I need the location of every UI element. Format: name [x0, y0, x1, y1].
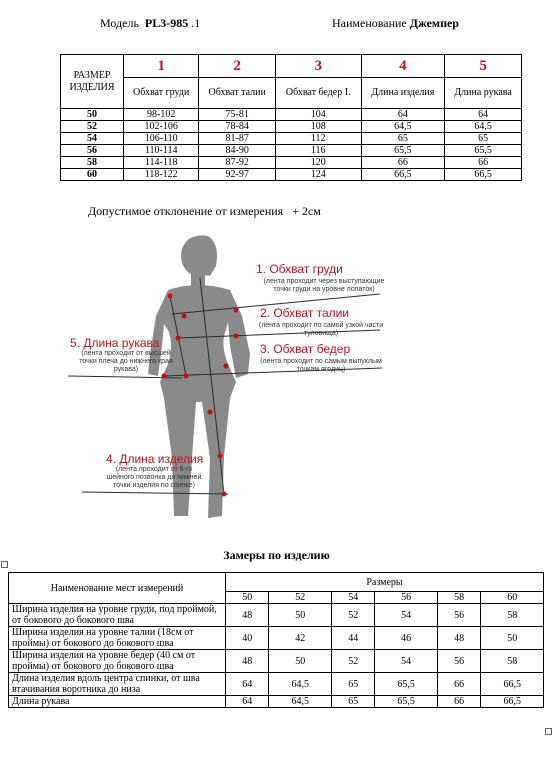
size-header-cell: 54: [331, 592, 374, 604]
value-cell: 50: [269, 604, 332, 627]
value-cell: 106-110: [124, 133, 199, 145]
label-hips-note: (лента проходит по самым выпуклым точкам ягодиц): [260, 358, 382, 373]
value-cell: 66,5: [481, 673, 544, 696]
table-row: [61, 121, 522, 133]
value-cell: 50: [269, 650, 332, 673]
value-cell: 48: [437, 627, 480, 650]
value-cell: 48: [226, 604, 269, 627]
model-code: PL3-985: [144, 16, 189, 30]
value-cell: 66,5: [361, 169, 445, 181]
product-name-heading: [332, 16, 459, 31]
tolerance-note: [88, 204, 321, 219]
size-corner-label: РАЗМЕР ИЗДЕЛИЯ: [61, 55, 124, 109]
label-length-title: 4. Длина изделия: [106, 452, 204, 466]
value-cell: 42: [269, 627, 332, 650]
measure-name-cell: Ширина изделия на уровне талии (18см от проймы) от бокового до бокового шва: [9, 627, 226, 650]
table-row: [9, 650, 544, 673]
value-cell: 48: [226, 650, 269, 673]
col-number-1: 1: [124, 55, 199, 78]
product-table-title: Замеры по изделию: [223, 548, 330, 562]
size-cell: 54: [61, 133, 124, 145]
value-cell: 81-87: [199, 133, 276, 145]
value-cell: 52: [331, 650, 374, 673]
value-cell: 52: [331, 604, 374, 627]
value-cell: 65: [361, 133, 445, 145]
value-cell: 58: [481, 650, 544, 673]
value-cell: 65: [331, 673, 374, 696]
value-cell: 120: [275, 157, 361, 169]
size-cell: 58: [61, 157, 124, 169]
table-row: [61, 133, 522, 145]
size-chart-table: [60, 54, 522, 181]
label-hips-title: 3. Обхват бедер: [260, 342, 351, 356]
table-row: [61, 109, 522, 121]
model-label: Модель: [100, 16, 139, 30]
measure-name-cell: Длина рукава: [9, 696, 226, 708]
size-cell: 52: [61, 121, 124, 133]
size-header-cell: 58: [437, 592, 480, 604]
measure-name-cell: Ширина изделия на уровне бедер (40 см от проймы) от бокового до бокового шва: [9, 650, 226, 673]
value-cell: 65,5: [375, 696, 438, 708]
col-number-2: 2: [199, 55, 276, 78]
col-label-waist: Обхват талии: [199, 78, 276, 109]
col-number-5: 5: [445, 55, 522, 78]
value-cell: 65: [331, 696, 374, 708]
label-sleeve-note: (лента проходит от высшей точки плеча до нижнего края рукава): [79, 350, 173, 373]
value-cell: 64: [361, 109, 445, 121]
value-cell: 56: [437, 604, 480, 627]
label-chest-note: (лента проходит через выступающие точки груди на уровне лопаток): [263, 278, 385, 293]
size-header-cell: 56: [375, 592, 438, 604]
table-row: [9, 673, 544, 696]
value-cell: 66,5: [481, 696, 544, 708]
value-cell: 110-114: [124, 145, 199, 157]
value-cell: 64: [226, 696, 269, 708]
measure-name-cell: Ширина изделия на уровне груди, под проймой, от бокового до бокового шва: [9, 604, 226, 627]
value-cell: 84-90: [199, 145, 276, 157]
product-name-label: Наименование: [332, 16, 407, 30]
value-cell: 108: [275, 121, 361, 133]
size-cell: 50: [61, 109, 124, 121]
value-cell: 65,5: [361, 145, 445, 157]
col-label-chest: Обхват груди: [124, 78, 199, 109]
value-cell: 92-97: [199, 169, 276, 181]
value-cell: 66: [437, 696, 480, 708]
col-label-hips: Обхват бедер I.: [275, 78, 361, 109]
col-number-4: 4: [361, 55, 445, 78]
label-sleeve-title: 5. Длина рукава: [70, 336, 160, 350]
col-label-length: Длина изделия: [361, 78, 445, 109]
value-cell: 66: [437, 673, 480, 696]
value-cell: 66: [361, 157, 445, 169]
length-leader-line: [82, 492, 228, 494]
value-cell: 116: [275, 145, 361, 157]
value-cell: 104: [275, 109, 361, 121]
value-cell: 64,5: [445, 121, 522, 133]
size-header-cell: 52: [269, 592, 332, 604]
value-cell: 114-118: [124, 157, 199, 169]
value-cell: 56: [437, 650, 480, 673]
value-cell: 65,5: [445, 145, 522, 157]
value-cell: 78-84: [199, 121, 276, 133]
measure-name-cell: Длина изделия вдоль центра спинки, от шва втачивания воротника до низа: [9, 673, 226, 696]
product-name-value: Джемпер: [409, 16, 459, 30]
table-row: [9, 696, 544, 708]
table-row: [9, 604, 544, 627]
value-cell: 64,5: [269, 696, 332, 708]
label-length-note: (лента проходит от 6-го шейного позвонка до нижней точки изделия по спинке): [106, 466, 202, 489]
table-anchor-icon: [1, 561, 8, 568]
label-waist-title: 2. Обхват талии: [260, 306, 350, 320]
value-cell: 64,5: [361, 121, 445, 133]
product-measurements-table: [8, 572, 544, 708]
value-cell: 98-102: [124, 109, 199, 121]
table-row: [9, 627, 544, 650]
name-header: Наименование мест измерений: [9, 573, 226, 604]
value-cell: 66,5: [445, 169, 522, 181]
tolerance-value: + 2см: [292, 204, 321, 218]
value-cell: 64: [226, 673, 269, 696]
value-cell: 54: [375, 604, 438, 627]
size-header-cell: 50: [226, 592, 269, 604]
value-cell: 65: [445, 133, 522, 145]
table-row: [61, 157, 522, 169]
value-cell: 66: [445, 157, 522, 169]
model-heading: [100, 16, 200, 31]
value-cell: 46: [375, 627, 438, 650]
size-cell: 60: [61, 169, 124, 181]
value-cell: 112: [275, 133, 361, 145]
sizes-header: Размеры: [226, 573, 544, 592]
table-resize-icon: [545, 728, 552, 735]
model-suffix: .1: [191, 16, 201, 30]
col-label-sleeve: Длина рукава: [445, 78, 522, 109]
value-cell: 44: [331, 627, 374, 650]
col-number-3: 3: [275, 55, 361, 78]
size-cell: 56: [61, 145, 124, 157]
label-waist-note: (лента проходит по самой узкой части туловища): [258, 322, 384, 337]
tolerance-text: Допустимое отклонение от измерения: [88, 204, 284, 218]
value-cell: 118-122: [124, 169, 199, 181]
value-cell: 40: [226, 627, 269, 650]
table-row: [61, 169, 522, 181]
table-row: [61, 145, 522, 157]
value-cell: 75-81: [199, 109, 276, 121]
value-cell: 54: [375, 650, 438, 673]
measurement-figure: [60, 226, 500, 531]
label-chest-title: 1. Обхват груди: [256, 262, 343, 276]
value-cell: 64,5: [269, 673, 332, 696]
value-cell: 102-106: [124, 121, 199, 133]
value-cell: 64: [445, 109, 522, 121]
value-cell: 124: [275, 169, 361, 181]
size-header-cell: 60: [481, 592, 544, 604]
value-cell: 65,5: [375, 673, 438, 696]
value-cell: 50: [481, 627, 544, 650]
value-cell: 87-92: [199, 157, 276, 169]
value-cell: 58: [481, 604, 544, 627]
